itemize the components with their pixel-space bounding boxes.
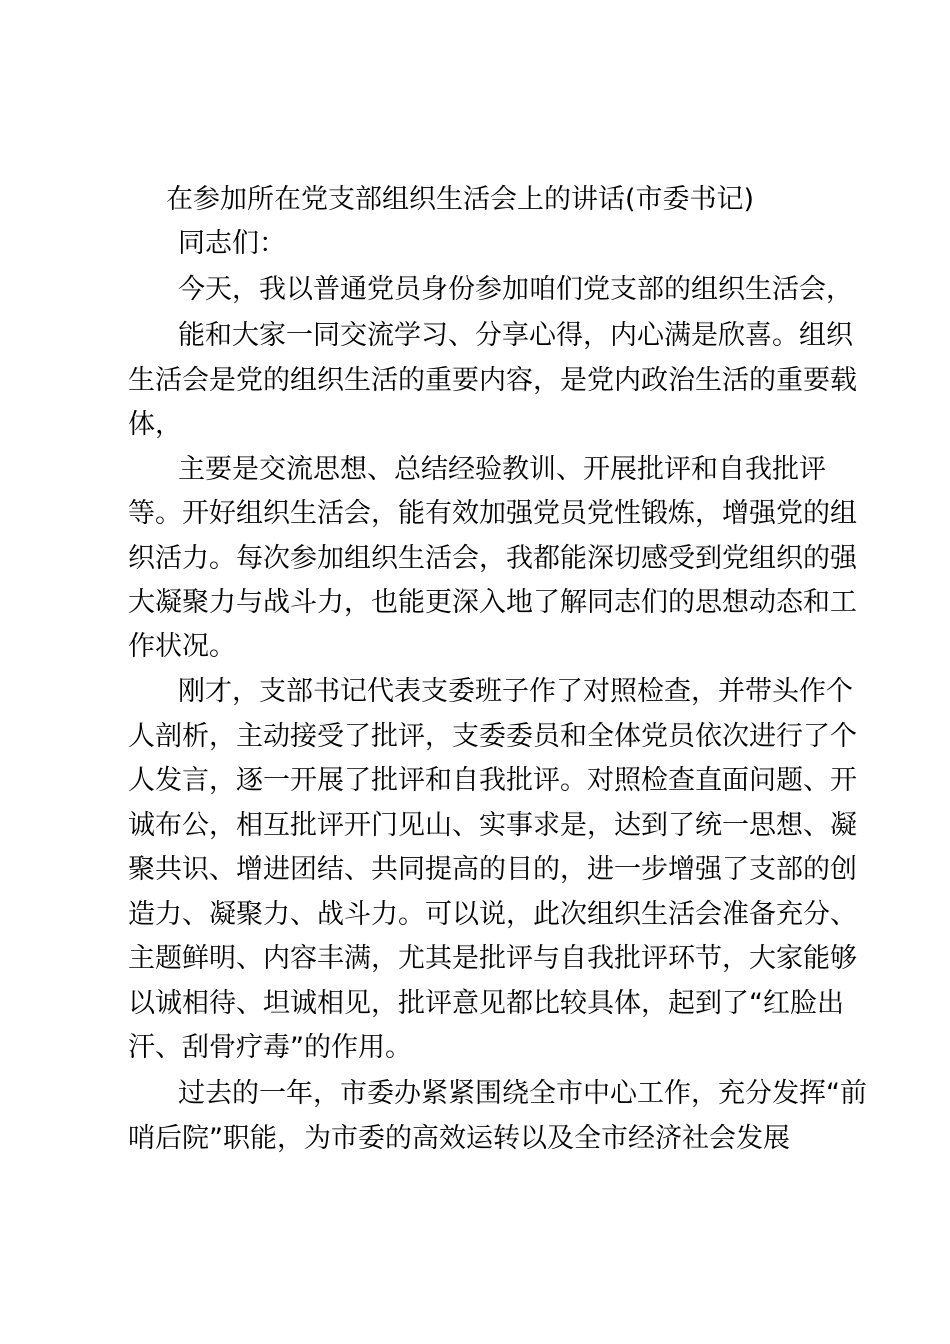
paragraph-5-line-1: 过去的一年，市委办紧紧围绕全市中心工作，充分发挥“前: [178, 1078, 867, 1109]
paragraph-2-line-3: 体，: [128, 409, 182, 440]
paragraph-4-line-9: 汗、刮骨疗毒”的作用。: [128, 1032, 412, 1063]
paragraph-3-line-2: 等。开好组织生活会，能有效加强党员党性锻炼，增强党的组: [128, 498, 857, 529]
document-title: 在参加所在党支部组织生活会上的讲话(市委书记): [166, 184, 755, 215]
paragraph-4-line-8: 以诚相待、坦诚相见，批评意见都比较具体，起到了“红脸出: [128, 988, 844, 1019]
paragraph-4-line-6: 造力、凝聚力、战斗力。可以说，此次组织生活会准备充分、: [128, 899, 857, 930]
paragraph-3-line-3: 织活力。每次参加组织生活会，我都能深切感受到党组织的强: [128, 543, 857, 574]
paragraph-3-line-4: 大凝聚力与战斗力，也能更深入地了解同志们的思想动态和工: [128, 587, 857, 618]
paragraph-3-line-1: 主要是交流思想、总结经验教训、开展批评和自我批评: [178, 454, 826, 485]
paragraph-2-line-1: 能和大家一同交流学习、分享心得，内心满是欣喜。组织: [178, 320, 853, 351]
paragraph-4-line-7: 主题鲜明、内容丰满，尤其是批评与自我批评环节，大家能够: [128, 943, 857, 974]
paragraph-3-line-5: 作状况。: [128, 631, 236, 662]
paragraph-4-line-2: 人剖析，主动接受了批评，支委委员和全体党员依次进行了个: [128, 721, 857, 752]
paragraph-4-line-1: 刚才，支部书记代表支委班子作了对照检查，并带头作个: [178, 676, 853, 707]
paragraph-4-line-4: 诚布公，相互批评开门见山、实事求是，达到了统一思想、凝: [128, 810, 857, 841]
paragraph-4-line-5: 聚共识、增进团结、共同提高的目的，进一步增强了支部的创: [128, 854, 857, 885]
paragraph-2-line-2: 生活会是党的组织生活的重要内容，是党内政治生活的重要载: [128, 365, 857, 396]
salutation: 同志们：: [178, 228, 286, 259]
paragraph-1-line-1: 今天，我以普通党员身份参加咱们党支部的组织生活会，: [178, 274, 853, 305]
paragraph-5-line-2: 哨后院”职能，为市委的高效运转以及全市经济社会发展: [128, 1123, 790, 1154]
paragraph-4-line-3: 人发言，逐一开展了批评和自我批评。对照检查直面问题、开: [128, 765, 857, 796]
